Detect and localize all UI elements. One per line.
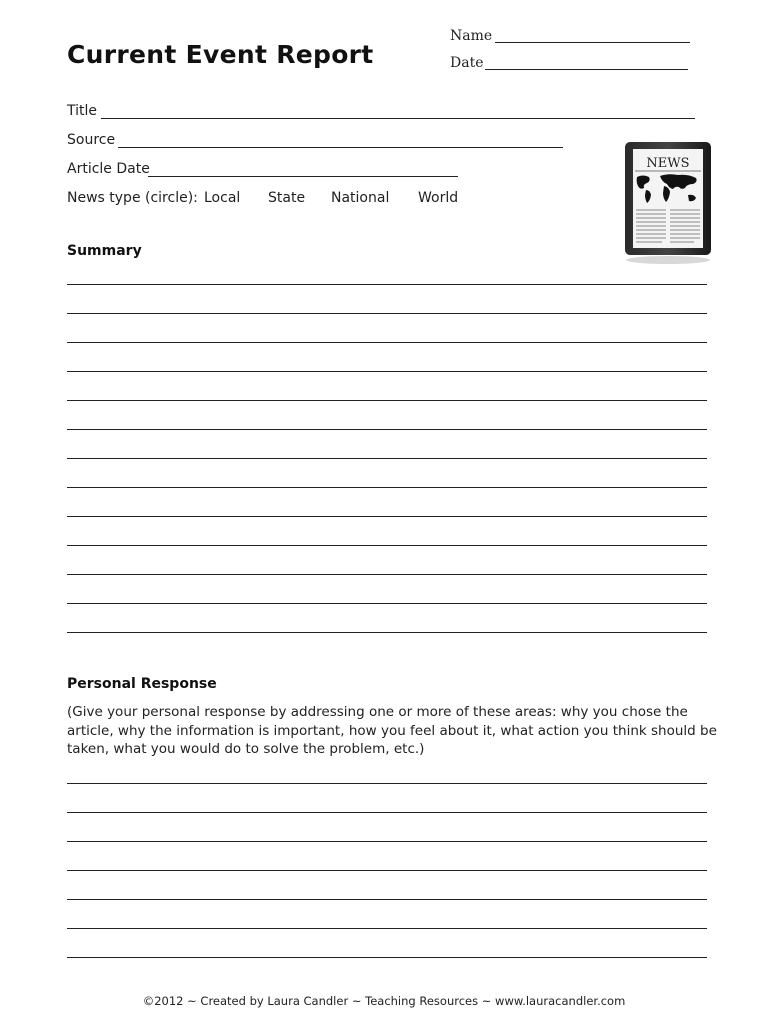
source-label: Source [67,132,116,148]
footer-credit: ©2012 ~ Created by Laura Candler ~ Teaching Resources ~ www.lauracandler.com [142,994,626,1008]
source-field[interactable] [118,147,563,148]
name-label: Name [450,28,493,44]
title-label: Title [67,103,98,119]
summary-line[interactable] [67,400,707,401]
news-type-label: News type (circle): [67,190,198,206]
summary-heading: Summary [67,243,142,259]
tablet-screen-title: NEWS [646,156,690,171]
date-label: Date [450,55,484,71]
article-date-field[interactable] [148,176,458,177]
response-line[interactable] [67,841,707,842]
response-line[interactable] [67,957,707,958]
summary-line[interactable] [67,284,707,285]
personal-response-instructions: (Give your personal response by addressing one or more of these areas: why you chose the article, why the information is important, how you feel about it, what action you think should be taken, what you would do to solve the problem, etc.) [67,704,717,757]
news-type-option-local[interactable]: Local [204,190,241,206]
summary-line[interactable] [67,313,707,314]
summary-line[interactable] [67,545,707,546]
summary-line[interactable] [67,371,707,372]
response-line[interactable] [67,870,707,871]
response-line[interactable] [67,899,707,900]
news-type-option-national[interactable]: National [331,190,390,206]
personal-response-heading: Personal Response [67,676,217,692]
summary-line[interactable] [67,458,707,459]
name-field[interactable] [495,42,690,43]
page-title: Current Event Report [67,40,374,69]
news-tablet-icon [622,140,714,266]
date-field[interactable] [485,69,688,70]
summary-line[interactable] [67,487,707,488]
article-date-label: Article Date [67,161,150,177]
summary-line[interactable] [67,574,707,575]
news-type-option-state[interactable]: State [268,190,306,206]
response-line[interactable] [67,812,707,813]
summary-line[interactable] [67,632,707,633]
news-type-option-world[interactable]: World [418,190,459,206]
summary-line[interactable] [67,429,707,430]
response-line[interactable] [67,783,707,784]
title-field[interactable] [101,118,695,119]
response-line[interactable] [67,928,707,929]
summary-line[interactable] [67,342,707,343]
summary-line[interactable] [67,603,707,604]
summary-line[interactable] [67,516,707,517]
